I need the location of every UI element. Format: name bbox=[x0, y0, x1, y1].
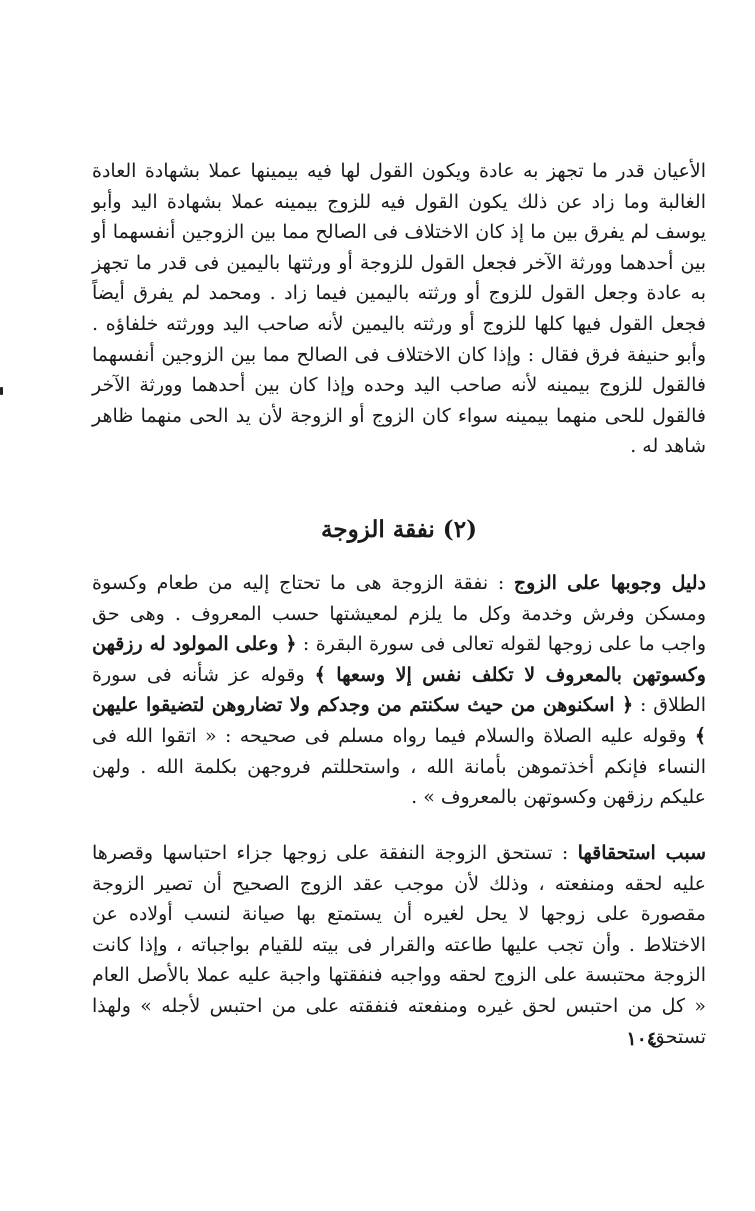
paragraph-2 bbox=[92, 568, 706, 813]
quran-verse-baqara: ﴿ وعلى المولود له رزقهن وكسوتهن بالمعروف لا تكلف نفس إلا وسعها ﴾ bbox=[92, 633, 706, 686]
paragraph-entitlement bbox=[92, 838, 706, 1052]
section-heading: (٢) نفقة الزوجة bbox=[321, 516, 477, 543]
paragraph-3-text: : تستحق الزوجة النفقة على زوجها جزاء احتباسها وقصرها عليه لحقه ومنفعته ، وذلك لأن موجب عقد الزوج الصحيح أن تصير الزوجة مقصورة على زوجها لا يحل لغيره أن يستمتع بها صيانة لنسب أولاده عن الاختلاط . وأن تجب عليها طاعته والقرار فى بيته للقيام بواجباته ، وإذا كانت الزوجة محتبسة على الزوج لحقه وواجبه فنفقتها واجبة عليه عملا بالأصل العام « كل من احتبس لحق غيره ومنفعته فنفقته على من احتبس لأجله » ولهذا تستحق bbox=[92, 842, 706, 1048]
paragraph-2-lead: دليل وجوبها على الزوج bbox=[513, 572, 706, 594]
quran-verse-talaq: ﴿ اسكنوهن من حيث سكنتم من وجدكم ولا تضاروهن لتضيقوا عليهن ﴾ bbox=[92, 694, 706, 747]
page-number: ١٠٤ bbox=[626, 1028, 657, 1050]
margin-mark bbox=[0, 387, 3, 395]
paragraph-continuation bbox=[92, 156, 706, 462]
paragraph-3 bbox=[92, 838, 706, 1052]
paragraph-2-text-a: : نفقة الزوجة هى ما تحتاج إليه من طعام وكسوة ومسكن وفرش وخدمة وكل ما يلزم لمعيشتها حسب المعروف . وهى حق واجب ما على زوجها لقوله تعالى فى سورة البقرة : bbox=[92, 572, 707, 656]
paragraph-2-text-b: وقوله عز شأنه فى سورة الطلاق : bbox=[92, 663, 706, 717]
paragraph-2-text-c: وقوله عليه الصلاة والسلام فيما رواه مسلم فى صحيحه : « اتقوا الله فى النساء فإنكم أخذتموهن بأمانة الله ، واستحللتم فروجهن بكلمة الله . ولهن عليكم رزقهن وكسوتهن بالمعروف » . bbox=[92, 724, 706, 809]
paragraph-1-text: الأعيان قدر ما تجهز به عادة ويكون القول لها فيه بيمينها عملا بشهادة العادة الغالبة وما زاد عن ذلك يكون القول فيه للزوج بيمينه عملا بشهادة اليد وأبو يوسف لم يفرق بين ما إذ كان الاختلاف فى الصالح مما بين الزوجين أنفسهما أو بين أحدهما وورثة الآخر فجعل القول للزوجة أو ورثتها باليمين فى قدر ما تجهز به عادة وجعل القول للزوج أو ورثته باليمين فيما زاد . ومحمد لم يفرق أيضاً فجعل القول فيها كلها للزوج أو ورثته باليمين لأنه صاحب اليد وورثته خلفاؤه . وأبو حنيفة فرق فقال : وإذا كان الاختلاف فى الصالح مما بين الزوجين أنفسهما فالقول للزوج بيمينه لأنه صاحب اليد وحده وإذا كان بين أحدهما وورثة الآخر فالقول للحى منهما بيمينه سواء كان الزوج أو الزوجة لأن يد الحى منهما ظاهر شاهد له . bbox=[92, 160, 706, 458]
paragraph-obligation bbox=[92, 568, 706, 813]
paragraph-3-lead: سبب استحقاقها bbox=[577, 842, 706, 864]
